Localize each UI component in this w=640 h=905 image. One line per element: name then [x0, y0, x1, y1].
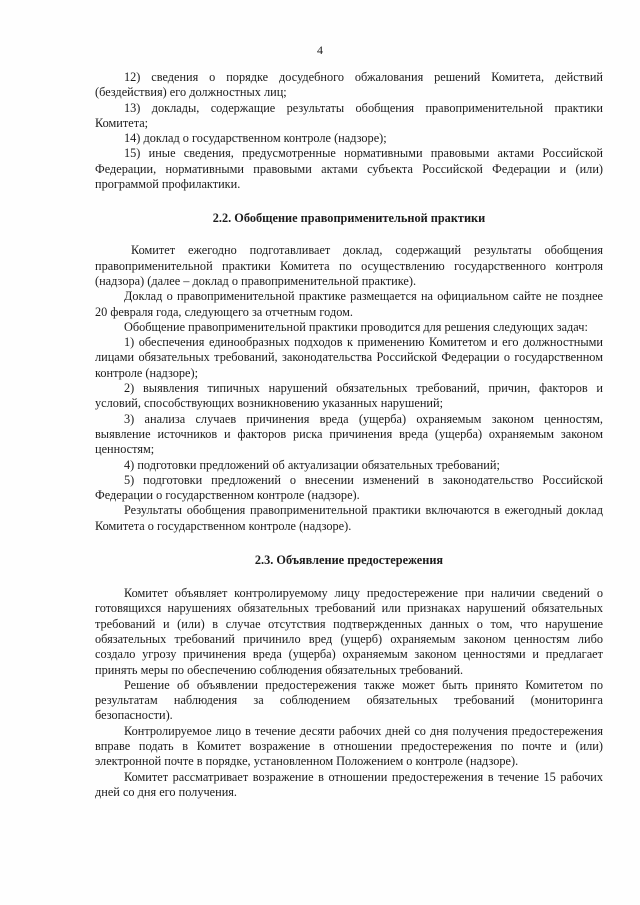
- paragraph: Результаты обобщения правоприменительной практики включаются в ежегодный доклад Комитета о государственном контроле (надзоре).: [95, 503, 603, 533]
- paragraph: Комитет рассматривает возражение в отношении предостережения в течение 15 рабочих дней со дня его получения.: [95, 769, 603, 799]
- paragraph: Доклад о правоприменительной практике размещается на официальном сайте не позднее 20 февраля года, следующего за отчетным годом.: [95, 289, 603, 319]
- paragraph: Обобщение правоприменительной практики проводится для решения следующих задач:: [124, 319, 588, 334]
- section-heading-2-3: 2.3. Объявление предостережения: [254, 553, 444, 568]
- paragraph: Решение об объявлении предостережения также может быть принято Комитетом по результатам наблюдения за соблюдением обязательных требований (мониторинга безопасности).: [95, 677, 603, 723]
- task-item-1: 1) обеспечения единообразных подходов к применению Комитетом и его должностными лицами обязательных требований, законодательства Российской Федерации о государственном контроле (надзоре);: [95, 335, 603, 380]
- paragraph: Контролируемое лицо в течение десяти рабочих дней со дня получения предостережения вправе подать в Комитет возражение в отношении предостережения по почте и (или) электронной почте в порядке, установленном Положением о контроле (надзоре).: [95, 723, 603, 769]
- section-heading-2-2: 2.2. Обобщение правоприменительной практики: [212, 211, 486, 226]
- list-item-12: 12) сведения о порядке досудебного обжалования решений Комитета, действий (бездействия) его должностных лиц;: [95, 70, 603, 100]
- task-item-2: 2) выявления типичных нарушений обязательных требований, причин, факторов и условий, способствующих возникновению указанных нарушений;: [95, 381, 603, 411]
- page-number: 4: [317, 43, 323, 57]
- paragraph: Комитет ежегодно подготавливает доклад, содержащий результаты обобщения правоприменительной практики Комитета по осуществлению государственного контроля (надзора) (далее – доклад о правоприменительной практике).: [95, 243, 603, 288]
- task-item-4: 4) подготовки предложений об актуализации обязательных требований;: [124, 457, 500, 472]
- list-item-15: 15) иные сведения, предусмотренные нормативными правовыми актами Российской Федерации, нормативными правовыми актами субъекта Российской Федерации и (или) программой профилактики.: [95, 146, 603, 192]
- page-content: [95, 70, 603, 800]
- list-item-14: 14) доклад о государственном контроле (надзоре);: [124, 131, 387, 146]
- task-item-3: 3) анализа случаев причинения вреда (ущерба) охраняемым законом ценностям, выявление источников и факторов риска причинения вреда (ущерба) охраняемым законом ценностям;: [95, 411, 603, 457]
- paragraph: Комитет объявляет контролируемому лицу предостережение при наличии сведений о готовящихся нарушениях обязательных требований или признаках нарушений обязательных требований и (или) в случае отсутствия подтвержденных данных о том, что нарушение обязательных требований причинило вред (ущерб) охраняемым законом ценностям либо создало угрозу причинения вреда (ущерба) охраняемым законом ценностями и предлагает принять меры по обеспечению соблюдения обязательных требований.: [95, 586, 603, 677]
- list-item-13: 13) доклады, содержащие результаты обобщения правоприменительной практики Комитета;: [95, 100, 603, 130]
- task-item-5: 5) подготовки предложений о внесении изменений в законодательство Российской Федерации о государственном контроле (надзоре).: [95, 472, 603, 503]
